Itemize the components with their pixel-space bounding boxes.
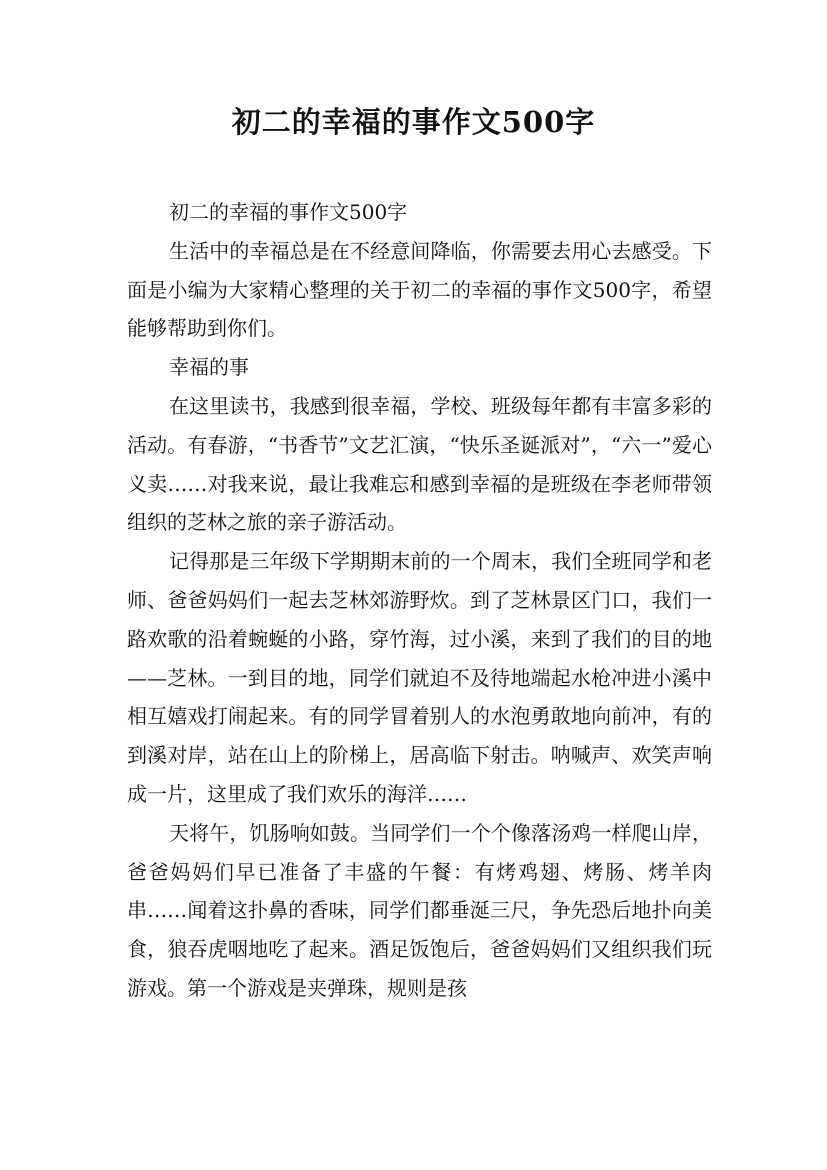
paragraph-body-3: 天将午，饥肠响如鼓。当同学们一个个像落汤鸡一样爬山岸，爸爸妈妈们早已准备了丰盛的午餐：有烤鸡翅、烤肠、烤羊肉串……闻着这扑鼻的香味，同学们都垂涎三尺，争先恐后地扑向美食，狼吞虎咽地吃了起来。酒足饭饱后，爸爸妈妈们又组织我们玩游戏。第一个游戏是夹弹珠，规则是孩 [127, 820, 712, 1000]
paragraph-body-2: 记得那是三年级下学期期末前的一个周末，我们全班同学和老师、爸爸妈妈们一起去芝林郊游野炊。到了芝林景区门口，我们一路欢歌的沿着蜿蜒的小路，穿竹海，过小溪，来到了我们的目的地——芝林。一到目的地，同学们就迫不及待地端起水枪冲进小溪中相互嬉戏打闹起来。有的同学冒着别人的水泡勇敢地向前冲，有的到溪对岸，站在山上的阶梯上，居高临下射击。呐喊声、欢笑声响成一片，这里成了我们欢乐的海洋…… [127, 549, 712, 806]
document-body [127, 193, 712, 1008]
paragraph-intro: 生活中的幸福总是在不经意间降临，你需要去用心去感受。下面是小编为大家精心整理的关于初二的幸福的事作文500字，希望能够帮助到你们。 [127, 238, 712, 341]
paragraph-subtitle: 初二的幸福的事作文500字 [169, 200, 408, 224]
document-title: 初二的幸福的事作文500字 [231, 105, 596, 139]
paragraph-section-heading: 幸福的事 [169, 355, 249, 380]
paragraph-body-1: 在这里读书，我感到很幸福，学校、班级每年都有丰富多彩的活动。有春游，“书香节”文艺汇演，“快乐圣诞派对”，“六一”爱心义卖……对我来说，最让我难忘和感到幸福的是班级在李老师带领组织的芝林之旅的亲子游活动。 [127, 393, 712, 535]
